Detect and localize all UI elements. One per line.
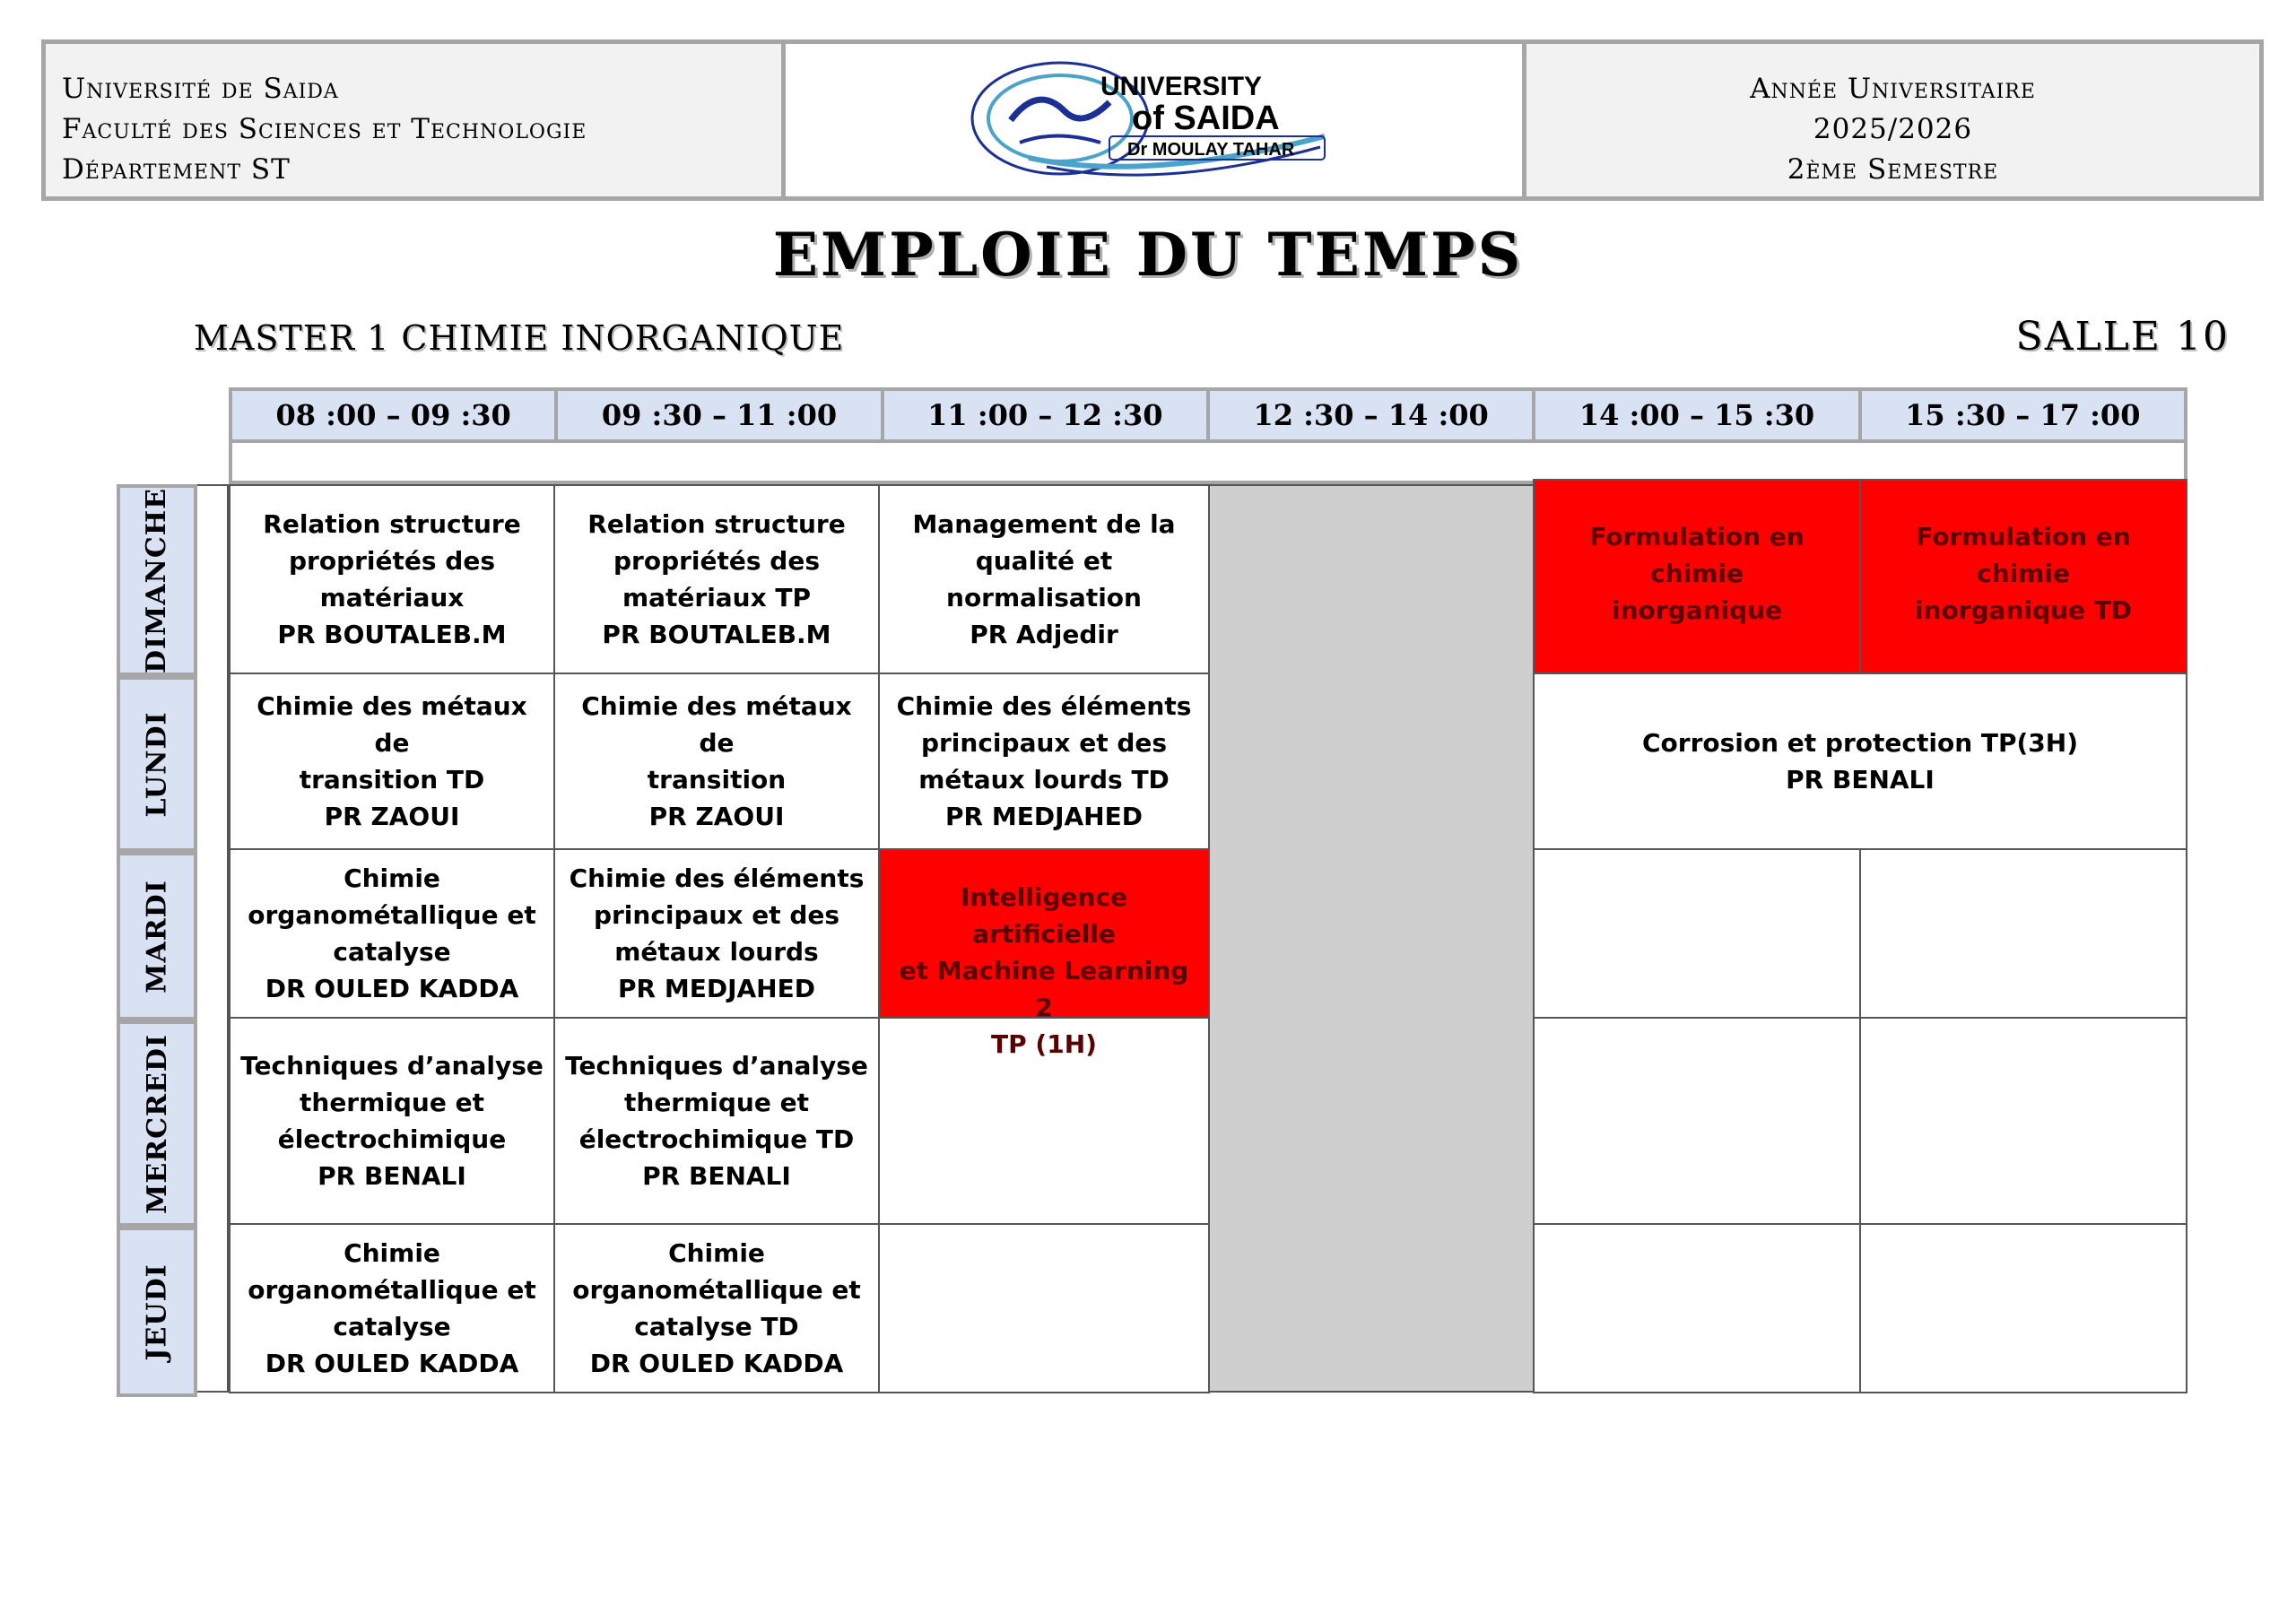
course-cell-highlight: Formulation en chimie inorganique: [1533, 479, 1861, 674]
day-gap-column: [197, 484, 229, 1393]
timeslot-5: 14 :00 – 15 :30: [1535, 391, 1861, 439]
day-dimanche: DIMANCHE: [117, 484, 197, 676]
institution-block: [46, 44, 786, 196]
course-cell: Chimie organométallique et catalyse DR OULED KADDA: [229, 1223, 555, 1393]
empty-cell: [1859, 1017, 2187, 1225]
course-cell-highlight: Formulation en chimie inorganique TD: [1859, 479, 2187, 674]
course-cell: Chimie des éléments principaux et des métaux lourds PR MEDJAHED: [553, 848, 880, 1019]
course-cell: Chimie des éléments principaux et des métaux lourds TD PR MEDJAHED: [878, 673, 1210, 850]
day-jeudi: JEUDI: [117, 1227, 197, 1397]
day-lundi: LUNDI: [117, 676, 197, 852]
course-cell: Chimie des métaux de transition TD PR ZAOUI: [229, 673, 555, 850]
course-cell: Techniques d’analyse thermique et électrochimique PR BENALI: [229, 1017, 555, 1225]
timeslot-header: [229, 387, 2187, 443]
header-band: [41, 39, 2264, 201]
university-name: Université de Saida: [62, 73, 339, 105]
year-block: [1526, 44, 2259, 196]
room-name: SALLE 10: [2015, 314, 2230, 360]
course-cell: Management de la qualité et normalisation PR Adjedir: [878, 484, 1210, 674]
course-cell: Chimie organométallique et catalyse DR OULED KADDA: [229, 848, 555, 1019]
timeslot-3: 11 :00 – 12 :30: [884, 391, 1210, 439]
course-cell-highlight: Intelligence artificielle et Machine Learning 2 TP (1H): [878, 848, 1210, 1019]
logo-dr-text: Dr MOULAY TAHAR: [1126, 140, 1294, 160]
empty-cell: [1533, 1017, 1861, 1225]
academic-year: 2025/2026: [1813, 113, 1973, 145]
semester: 2ème Semestre: [1787, 153, 1999, 186]
program-name: MASTER 1 CHIMIE INORGANIQUE: [194, 318, 845, 358]
empty-cell: [1533, 1223, 1861, 1393]
empty-cell: [1533, 848, 1861, 1019]
university-logo-icon: [966, 57, 1343, 183]
course-cell: Chimie organométallique et catalyse TD DR OULED KADDA: [553, 1223, 880, 1393]
faculty-name: Faculté des Sciences et Technologie: [62, 113, 587, 145]
empty-cell: [1859, 1223, 2187, 1393]
course-cell: Relation structure propriétés des matériaux TP PR BOUTALEB.M: [553, 484, 880, 674]
logo-of-saida-text: of SAIDA: [1131, 100, 1280, 137]
timeslot-6: 15 :30 – 17 :00: [1905, 398, 2141, 432]
department-name: Département ST: [62, 153, 291, 186]
timeslot-2: 09 :30 – 11 :00: [558, 391, 883, 439]
timeslot-1: 08 :00 – 09 :30: [232, 391, 558, 439]
day-mardi: MARDI: [117, 852, 197, 1020]
year-label: Année Universitaire: [1750, 73, 2036, 105]
page-title: EMPLOIE DU TEMPS: [772, 220, 1524, 290]
empty-cell: [878, 1223, 1210, 1393]
day-mercredi: MERCREDI: [117, 1020, 197, 1227]
course-cell: Techniques d’analyse thermique et électrochimique TD PR BENALI: [553, 1017, 880, 1225]
lunch-break-block: [1208, 484, 1535, 1393]
course-cell: Relation structure propriétés des matériaux PR BOUTALEB.M: [229, 484, 555, 674]
course-cell: Corrosion et protection TP(3H) PR BENALI: [1533, 673, 2187, 850]
empty-cell: [878, 1017, 1210, 1225]
university-logo: [786, 44, 1526, 196]
empty-cell: [1859, 848, 2187, 1019]
course-cell: Chimie des métaux de transition PR ZAOUI: [553, 673, 880, 850]
logo-university-text: UNIVERSITY: [1100, 72, 1262, 101]
timeslot-4: 12 :30 – 14 :00: [1210, 391, 1535, 439]
